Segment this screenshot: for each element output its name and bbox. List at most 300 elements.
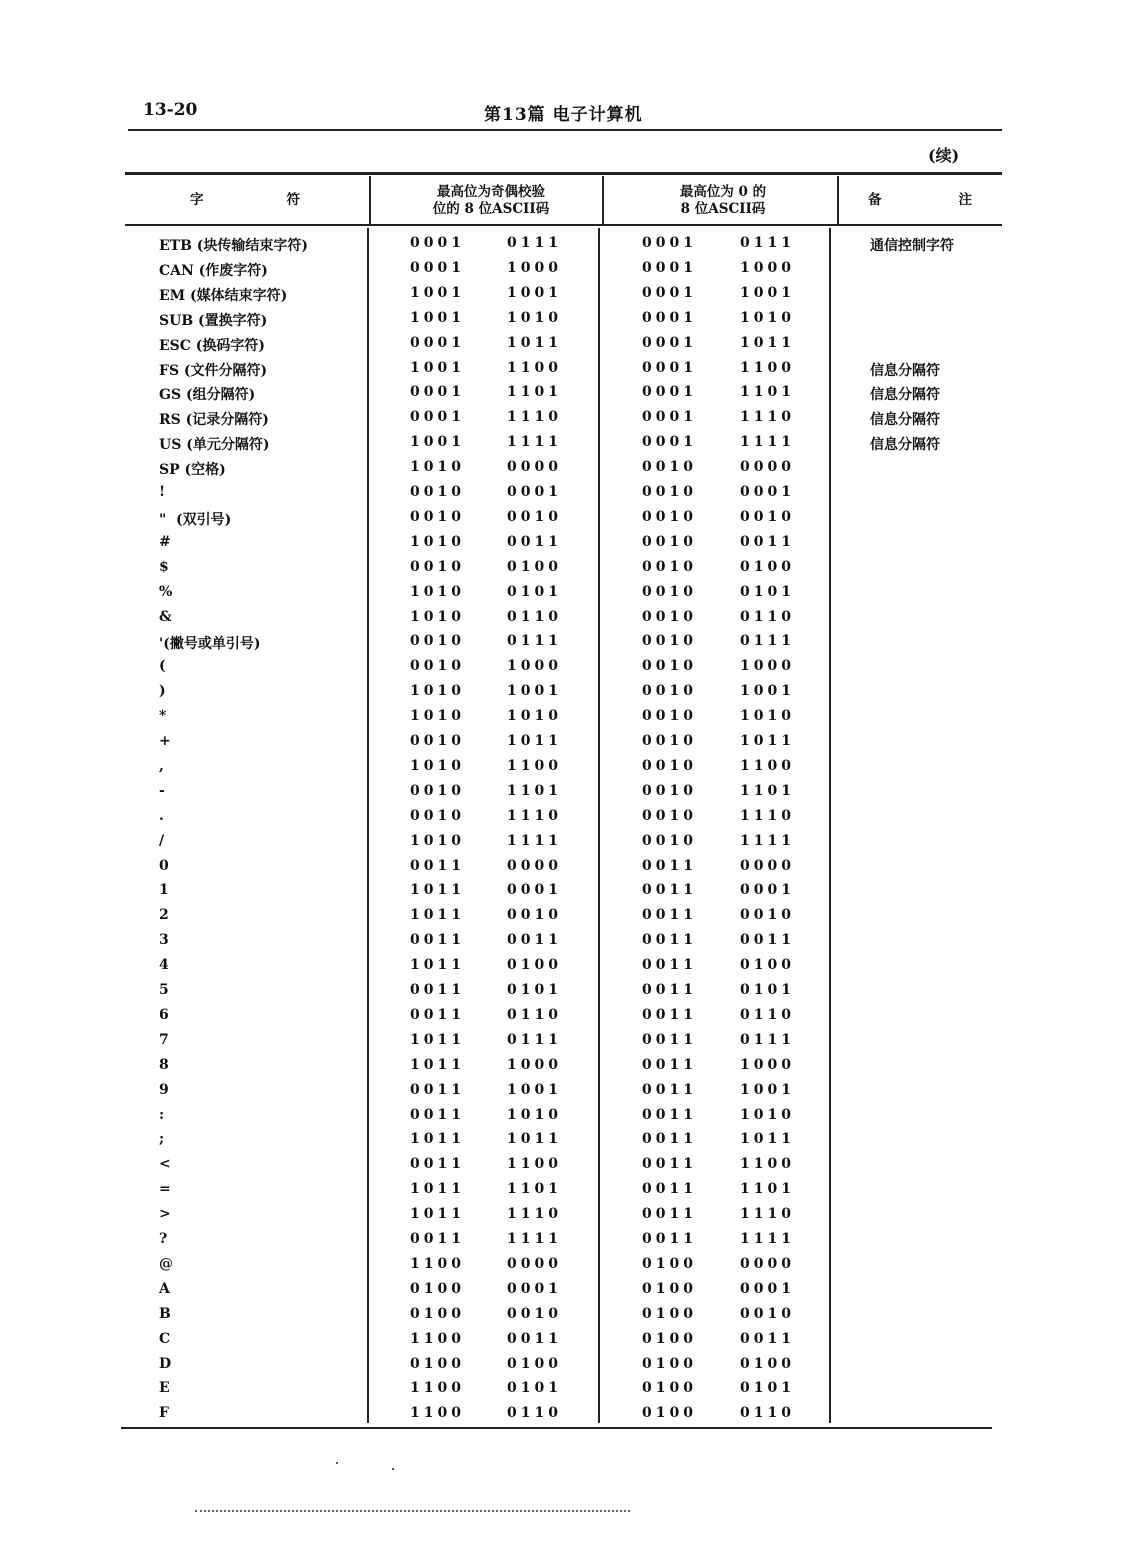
row-character: E — [159, 1380, 170, 1397]
parity-code-high: 1011 — [410, 882, 465, 899]
parity-code-low: 0101 — [507, 1380, 562, 1397]
parity-code-high: 0011 — [410, 1081, 465, 1098]
column-divider-3 — [837, 176, 839, 224]
zero-code-low: 1000 — [740, 658, 795, 675]
parity-code-high: 0011 — [410, 982, 465, 998]
parity-code-low: 1110 — [507, 409, 562, 426]
zero-code-high: 0011 — [642, 1006, 697, 1023]
table-row — [0, 1032, 1138, 1057]
zero-code-low: 0110 — [740, 1405, 795, 1422]
table-row — [0, 1057, 1138, 1082]
parity-code-high: 0100 — [410, 1280, 465, 1297]
parity-code-low: 1001 — [507, 683, 562, 700]
table-row — [0, 509, 1138, 534]
zero-code-low: 0000 — [740, 459, 795, 476]
row-character: B — [159, 1305, 171, 1322]
zero-code-high: 0010 — [642, 533, 697, 550]
parity-code-low: 0100 — [507, 1355, 562, 1372]
table-row — [0, 1082, 1138, 1107]
parity-code-high: 0011 — [410, 1156, 465, 1173]
zero-code-high: 0011 — [642, 957, 697, 974]
zero-code-high: 0001 — [642, 235, 697, 251]
parity-code-low: 1011 — [507, 733, 562, 749]
zero-code-low: 0101 — [740, 1380, 795, 1397]
header-parity-line1: 最高位为奇偶校验 — [437, 184, 545, 200]
table-row — [0, 1231, 1138, 1256]
row-character: - — [159, 782, 165, 799]
parity-code-high: 1011 — [410, 907, 465, 924]
table-row — [0, 1380, 1138, 1405]
zero-code-high: 0001 — [642, 359, 697, 376]
parity-code-low: 1010 — [507, 309, 562, 326]
row-character: 6 — [159, 1006, 169, 1023]
table-row — [0, 808, 1138, 833]
table-row — [0, 658, 1138, 683]
row-character: '(撇号或单引号) — [159, 636, 261, 653]
zero-code-high: 0011 — [642, 932, 697, 949]
parity-code-low: 0011 — [507, 932, 562, 949]
zero-code-high: 0010 — [642, 484, 697, 500]
table-row — [0, 260, 1138, 285]
parity-code-low: 0011 — [507, 1330, 562, 1347]
table-row — [0, 708, 1138, 733]
scan-artifact-dot — [392, 1468, 394, 1470]
zero-code-low: 1111 — [740, 434, 795, 451]
zero-code-low: 1111 — [740, 832, 795, 849]
row-character: ESC (换码字符) — [159, 337, 266, 354]
zero-code-low: 1010 — [740, 1106, 795, 1123]
parity-code-high: 1001 — [410, 284, 465, 301]
zero-code-low: 1100 — [740, 1156, 795, 1173]
zero-code-high: 0010 — [642, 782, 697, 799]
parity-code-low: 0011 — [507, 533, 562, 550]
parity-code-low: 1001 — [507, 284, 562, 301]
zero-code-low: 1100 — [740, 757, 795, 774]
parity-code-low: 0001 — [507, 484, 562, 500]
zero-code-high: 0001 — [642, 284, 697, 301]
table-row — [0, 384, 1138, 409]
parity-code-high: 0010 — [410, 484, 465, 500]
row-character: RS (记录分隔符) — [159, 412, 269, 429]
row-character: . — [159, 807, 164, 824]
row-character: ? — [159, 1231, 168, 1247]
zero-code-low: 0100 — [740, 957, 795, 974]
zero-code-high: 0100 — [642, 1355, 697, 1372]
row-character: ! — [159, 484, 166, 500]
row-character: 3 — [159, 932, 169, 949]
row-character: < — [159, 1156, 171, 1173]
zero-code-low: 1101 — [740, 782, 795, 799]
parity-code-low: 1110 — [507, 1206, 562, 1223]
parity-code-low: 0000 — [507, 857, 562, 874]
row-character: 5 — [159, 982, 169, 998]
row-character: ETB (块传输结束字符) — [159, 238, 309, 254]
table-row — [0, 459, 1138, 484]
parity-code-high: 1011 — [410, 957, 465, 974]
zero-code-high: 0011 — [642, 1206, 697, 1223]
row-character: US (单元分隔符) — [159, 437, 270, 454]
parity-code-low: 1111 — [507, 434, 562, 451]
zero-code-low: 0110 — [740, 1006, 795, 1023]
table-row — [0, 758, 1138, 783]
table-row — [0, 633, 1138, 658]
zero-code-high: 0001 — [642, 434, 697, 451]
zero-code-high: 0010 — [642, 807, 697, 824]
zero-code-high: 0100 — [642, 1380, 697, 1397]
parity-code-low: 1101 — [507, 782, 562, 799]
parity-code-low: 1011 — [507, 1131, 562, 1148]
scan-artifact-line — [195, 1510, 630, 1512]
row-character: 0 — [159, 857, 169, 874]
parity-code-low: 1101 — [507, 384, 562, 401]
row-character: 9 — [159, 1081, 169, 1098]
zero-code-high: 0011 — [642, 1056, 697, 1073]
row-character: A — [159, 1280, 170, 1297]
parity-code-low: 0101 — [507, 982, 562, 998]
parity-code-high: 0011 — [410, 857, 465, 874]
zero-code-high: 0001 — [642, 309, 697, 326]
row-character: $ — [159, 558, 169, 575]
table-row — [0, 932, 1138, 957]
parity-code-high: 1011 — [410, 1181, 465, 1198]
row-character: % — [159, 583, 173, 600]
row-character: " (双引号) — [159, 511, 232, 528]
row-character: EM (媒体结束字符) — [159, 287, 288, 304]
row-character: FS (文件分隔符) — [159, 362, 268, 379]
parity-code-low: 1010 — [507, 708, 562, 725]
table-row — [0, 733, 1138, 758]
column-divider-1 — [369, 176, 371, 224]
zero-code-low: 1101 — [740, 1181, 795, 1198]
parity-code-high: 0001 — [410, 259, 465, 276]
zero-code-high: 0010 — [642, 683, 697, 700]
parity-code-low: 0010 — [507, 508, 562, 525]
zero-code-low: 0001 — [740, 484, 795, 500]
parity-code-high: 1011 — [410, 1031, 465, 1048]
parity-code-high: 0010 — [410, 807, 465, 824]
zero-code-low: 0110 — [740, 608, 795, 625]
zero-code-low: 0011 — [740, 1330, 795, 1347]
zero-code-low: 0010 — [740, 907, 795, 924]
parity-code-low: 1111 — [507, 1231, 562, 1247]
parity-code-high: 1100 — [410, 1405, 465, 1422]
table-row — [0, 235, 1138, 260]
table-row — [0, 1107, 1138, 1132]
table-row — [0, 534, 1138, 559]
header-note: 备 注 — [868, 192, 972, 208]
parity-code-high: 1001 — [410, 434, 465, 451]
parity-code-low: 0110 — [507, 1006, 562, 1023]
parity-code-low: 1010 — [507, 1106, 562, 1123]
header-zero-line2: 8 位ASCII码 — [680, 201, 766, 217]
table-row — [0, 584, 1138, 609]
table-row — [0, 1405, 1138, 1430]
parity-code-high: 1010 — [410, 533, 465, 550]
table-row — [0, 1131, 1138, 1156]
zero-code-low: 0000 — [740, 1255, 795, 1272]
row-character: SP (空格) — [159, 462, 226, 479]
zero-code-high: 0010 — [642, 558, 697, 575]
row-character: F — [159, 1405, 169, 1422]
running-title: 第13篇 电子计算机 — [484, 105, 643, 125]
zero-code-high: 0011 — [642, 1081, 697, 1098]
zero-code-low: 1010 — [740, 309, 795, 326]
zero-code-high: 0010 — [642, 757, 697, 774]
row-character: / — [159, 832, 165, 849]
zero-code-high: 0011 — [642, 982, 697, 998]
parity-code-low: 0100 — [507, 957, 562, 974]
row-character: ) — [159, 683, 166, 700]
parity-code-low: 1110 — [507, 807, 562, 824]
row-character: 7 — [159, 1031, 169, 1048]
zero-code-low: 0100 — [740, 558, 795, 575]
table-row — [0, 1306, 1138, 1331]
zero-code-high: 0011 — [642, 882, 697, 899]
zero-code-low: 1101 — [740, 384, 795, 401]
zero-code-low: 0010 — [740, 1305, 795, 1322]
row-character: GS (组分隔符) — [159, 387, 256, 404]
parity-code-low: 0001 — [507, 882, 562, 899]
zero-code-high: 0001 — [642, 259, 697, 276]
table-row — [0, 882, 1138, 907]
parity-code-high: 0010 — [410, 558, 465, 575]
column-divider-2 — [602, 176, 604, 224]
table-row — [0, 907, 1138, 932]
parity-code-high: 1010 — [410, 608, 465, 625]
table-row — [0, 833, 1138, 858]
parity-code-high: 0010 — [410, 658, 465, 675]
parity-code-high: 0010 — [410, 733, 465, 749]
zero-code-low: 0010 — [740, 508, 795, 525]
table-row — [0, 609, 1138, 634]
zero-code-low: 1111 — [740, 1231, 795, 1247]
parity-code-high: 1010 — [410, 708, 465, 725]
row-character: & — [159, 608, 172, 625]
parity-code-high: 0001 — [410, 384, 465, 401]
zero-code-low: 0100 — [740, 1355, 795, 1372]
parity-code-high: 0011 — [410, 932, 465, 949]
row-note: 信息分隔符 — [870, 362, 940, 379]
table-row — [0, 1156, 1138, 1181]
table-row — [0, 957, 1138, 982]
parity-code-high: 0011 — [410, 1231, 465, 1247]
parity-code-low: 0111 — [507, 1031, 562, 1048]
parity-code-low: 0000 — [507, 1255, 562, 1272]
zero-code-low: 0101 — [740, 583, 795, 600]
parity-code-high: 1010 — [410, 583, 465, 600]
parity-code-high: 1011 — [410, 1206, 465, 1223]
zero-code-high: 0011 — [642, 1131, 697, 1148]
row-character: 2 — [159, 907, 169, 924]
row-character: + — [159, 733, 171, 749]
zero-code-high: 0011 — [642, 907, 697, 924]
row-character: SUB (置换字符) — [159, 312, 268, 329]
row-character: 8 — [159, 1056, 169, 1073]
table-row — [0, 484, 1138, 509]
parity-code-low: 1001 — [507, 1081, 562, 1098]
parity-code-low: 1100 — [507, 757, 562, 774]
parity-code-low: 1100 — [507, 359, 562, 376]
parity-code-low: 0000 — [507, 459, 562, 476]
row-note: 通信控制字符 — [870, 238, 954, 254]
zero-code-high: 0011 — [642, 1031, 697, 1048]
parity-code-high: 0100 — [410, 1355, 465, 1372]
row-character: = — [159, 1181, 171, 1198]
row-note: 信息分隔符 — [870, 387, 940, 404]
zero-code-low: 1001 — [740, 683, 795, 700]
row-character: > — [159, 1206, 171, 1223]
zero-code-low: 0001 — [740, 882, 795, 899]
table-row — [0, 683, 1138, 708]
zero-code-low: 1000 — [740, 259, 795, 276]
row-character: , — [159, 757, 164, 774]
header-character: 字 符 — [190, 192, 300, 208]
zero-code-high: 0100 — [642, 1255, 697, 1272]
zero-code-high: 0010 — [642, 608, 697, 625]
table-header-rule — [125, 224, 1002, 226]
row-note: 信息分隔符 — [870, 412, 940, 429]
parity-code-high: 1001 — [410, 359, 465, 376]
parity-code-low: 0110 — [507, 1405, 562, 1422]
header-zero-code — [628, 184, 818, 218]
table-row — [0, 409, 1138, 434]
row-character: D — [159, 1355, 172, 1372]
zero-code-high: 0010 — [642, 459, 697, 476]
zero-code-high: 0010 — [642, 633, 697, 650]
table-row — [0, 982, 1138, 1007]
zero-code-high: 0010 — [642, 832, 697, 849]
zero-code-low: 0001 — [740, 1280, 795, 1297]
scan-artifact-dot — [336, 1462, 338, 1464]
table-row — [0, 310, 1138, 335]
parity-code-high: 0010 — [410, 508, 465, 525]
zero-code-low: 0011 — [740, 533, 795, 550]
zero-code-high: 0011 — [642, 857, 697, 874]
zero-code-high: 0010 — [642, 733, 697, 749]
parity-code-high: 1010 — [410, 757, 465, 774]
zero-code-low: 1001 — [740, 1081, 795, 1098]
zero-code-low: 1011 — [740, 733, 795, 749]
zero-code-high: 0010 — [642, 508, 697, 525]
parity-code-low: 0001 — [507, 1280, 562, 1297]
parity-code-high: 1011 — [410, 1131, 465, 1148]
zero-code-high: 0001 — [642, 334, 697, 351]
parity-code-low: 0110 — [507, 608, 562, 625]
row-character: 4 — [159, 957, 169, 974]
parity-code-high: 0001 — [410, 334, 465, 351]
zero-code-high: 0010 — [642, 658, 697, 675]
zero-code-high: 0010 — [642, 708, 697, 725]
table-row — [0, 434, 1138, 459]
header-zero-line1: 最高位为 0 的 — [679, 184, 767, 200]
parity-code-high: 0001 — [410, 235, 465, 251]
table-row — [0, 1256, 1138, 1281]
zero-code-low: 0101 — [740, 982, 795, 998]
table-row — [0, 335, 1138, 360]
zero-code-low: 0011 — [740, 932, 795, 949]
zero-code-low: 0111 — [740, 235, 795, 251]
parity-code-low: 0100 — [507, 558, 562, 575]
parity-code-high: 0010 — [410, 782, 465, 799]
parity-code-high: 0011 — [410, 1006, 465, 1023]
row-note: 信息分隔符 — [870, 437, 940, 454]
zero-code-low: 0111 — [740, 1031, 795, 1048]
table-row — [0, 285, 1138, 310]
page-number: 13-20 — [143, 100, 198, 120]
zero-code-high: 0100 — [642, 1405, 697, 1422]
row-character: CAN (作废字符) — [159, 262, 268, 279]
table-row — [0, 783, 1138, 808]
row-character: * — [159, 708, 167, 725]
row-character: C — [159, 1330, 171, 1347]
parity-code-low: 1111 — [507, 832, 562, 849]
header-rule — [128, 129, 1002, 131]
table-row — [0, 1281, 1138, 1306]
zero-code-low: 0000 — [740, 857, 795, 874]
zero-code-high: 0011 — [642, 1106, 697, 1123]
zero-code-high: 0001 — [642, 384, 697, 401]
parity-code-high: 0011 — [410, 1106, 465, 1123]
parity-code-high: 1011 — [410, 1056, 465, 1073]
zero-code-low: 1000 — [740, 1056, 795, 1073]
zero-code-high: 0011 — [642, 1231, 697, 1247]
continued-label: (续) — [928, 146, 960, 165]
parity-code-high: 1010 — [410, 683, 465, 700]
zero-code-low: 1100 — [740, 359, 795, 376]
parity-code-low: 0111 — [507, 235, 562, 251]
zero-code-low: 1001 — [740, 284, 795, 301]
table-top-rule — [125, 172, 1002, 175]
parity-code-high: 1100 — [410, 1380, 465, 1397]
parity-code-low: 1011 — [507, 334, 562, 351]
zero-code-high: 0010 — [642, 583, 697, 600]
zero-code-high: 0011 — [642, 1156, 697, 1173]
table-row — [0, 858, 1138, 883]
parity-code-high: 1100 — [410, 1330, 465, 1347]
row-character: 1 — [159, 882, 169, 899]
parity-code-high: 0001 — [410, 409, 465, 426]
table-row — [0, 1007, 1138, 1032]
zero-code-high: 0100 — [642, 1280, 697, 1297]
parity-code-low: 1000 — [507, 1056, 562, 1073]
parity-code-low: 0010 — [507, 1305, 562, 1322]
table-row — [0, 360, 1138, 385]
row-character: : — [159, 1106, 165, 1123]
parity-code-low: 0111 — [507, 633, 562, 650]
parity-code-high: 1001 — [410, 309, 465, 326]
zero-code-high: 0011 — [642, 1181, 697, 1198]
zero-code-high: 0100 — [642, 1305, 697, 1322]
parity-code-high: 0010 — [410, 633, 465, 650]
zero-code-low: 1110 — [740, 807, 795, 824]
parity-code-high: 0100 — [410, 1305, 465, 1322]
zero-code-low: 1011 — [740, 334, 795, 351]
parity-code-low: 1101 — [507, 1181, 562, 1198]
parity-code-high: 1010 — [410, 459, 465, 476]
parity-code-high: 1100 — [410, 1255, 465, 1272]
parity-code-high: 1010 — [410, 832, 465, 849]
parity-code-low: 1100 — [507, 1156, 562, 1173]
table-row — [0, 1356, 1138, 1381]
row-character: # — [159, 533, 171, 550]
row-character: ( — [159, 658, 166, 675]
header-parity-code — [396, 184, 586, 218]
table-row — [0, 559, 1138, 584]
table-row — [0, 1206, 1138, 1231]
table-row — [0, 1331, 1138, 1356]
zero-code-low: 1010 — [740, 708, 795, 725]
header-parity-line2: 位的 8 位ASCII码 — [432, 201, 550, 217]
